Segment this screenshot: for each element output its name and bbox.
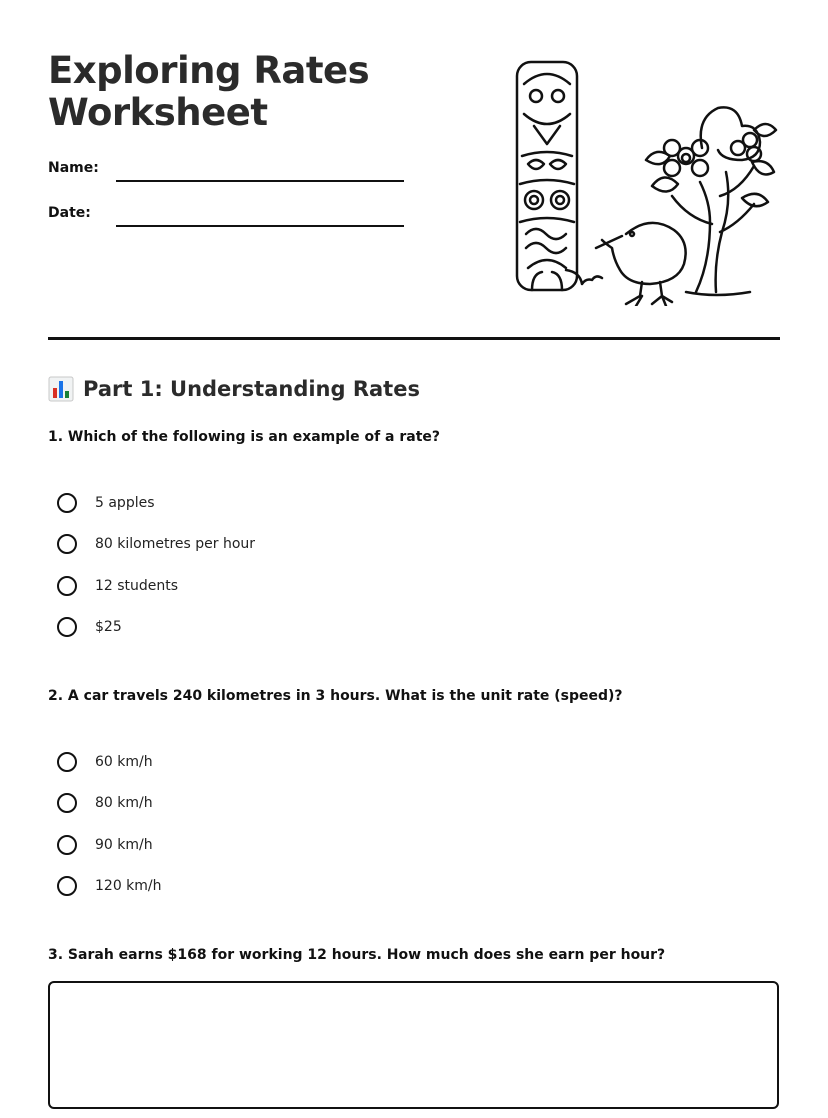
bar-chart-icon [48,376,74,402]
radio-button[interactable] [57,752,77,772]
part1-heading [48,373,420,405]
name-field[interactable] [116,180,404,182]
flowering-tree-icon [646,107,776,295]
q1-option-1[interactable] [57,490,155,516]
question-1: 1. Which of the following is an example of a rate? [48,429,441,445]
option-label: 12 students [95,578,179,594]
option-label: 90 km/h [95,837,153,853]
q3-answer-box[interactable] [48,981,779,1109]
radio-button[interactable] [57,534,77,554]
q1-option-4[interactable] [57,614,122,640]
date-label: Date: [48,205,91,221]
q2-option-4[interactable] [57,873,162,899]
q2-option-2[interactable] [57,790,153,816]
option-label: 80 km/h [95,795,153,811]
radio-button[interactable] [57,576,77,596]
question-2: 2. A car travels 240 kilometres in 3 hours. What is the unit rate (speed)? [48,688,623,704]
tiki-totem-icon [517,62,602,290]
question-3: 3. Sarah earns $168 for working 12 hours. How much does she earn per hour? [48,947,666,963]
worksheet-title [48,50,369,134]
name-label: Name: [48,160,99,176]
q2-option-1[interactable] [57,749,153,775]
radio-button[interactable] [57,793,77,813]
title-line-2: Worksheet [48,91,268,134]
header-divider [48,337,780,340]
radio-button[interactable] [57,493,77,513]
option-label: 120 km/h [95,878,162,894]
radio-button[interactable] [57,876,77,896]
option-label: 80 kilometres per hour [95,536,256,552]
q1-option-3[interactable] [57,573,178,599]
option-label: 5 apples [95,495,155,511]
radio-button[interactable] [57,617,77,637]
part1-title: Part 1: Understanding Rates [83,377,420,401]
q1-option-2[interactable] [57,531,255,557]
option-label: $25 [95,619,122,635]
illustration [506,56,782,306]
date-field[interactable] [116,225,404,227]
option-label: 60 km/h [95,754,153,770]
kiwi-bird-icon [596,223,686,306]
q2-option-3[interactable] [57,832,153,858]
title-line-1: Exploring Rates [48,49,370,92]
radio-button[interactable] [57,835,77,855]
